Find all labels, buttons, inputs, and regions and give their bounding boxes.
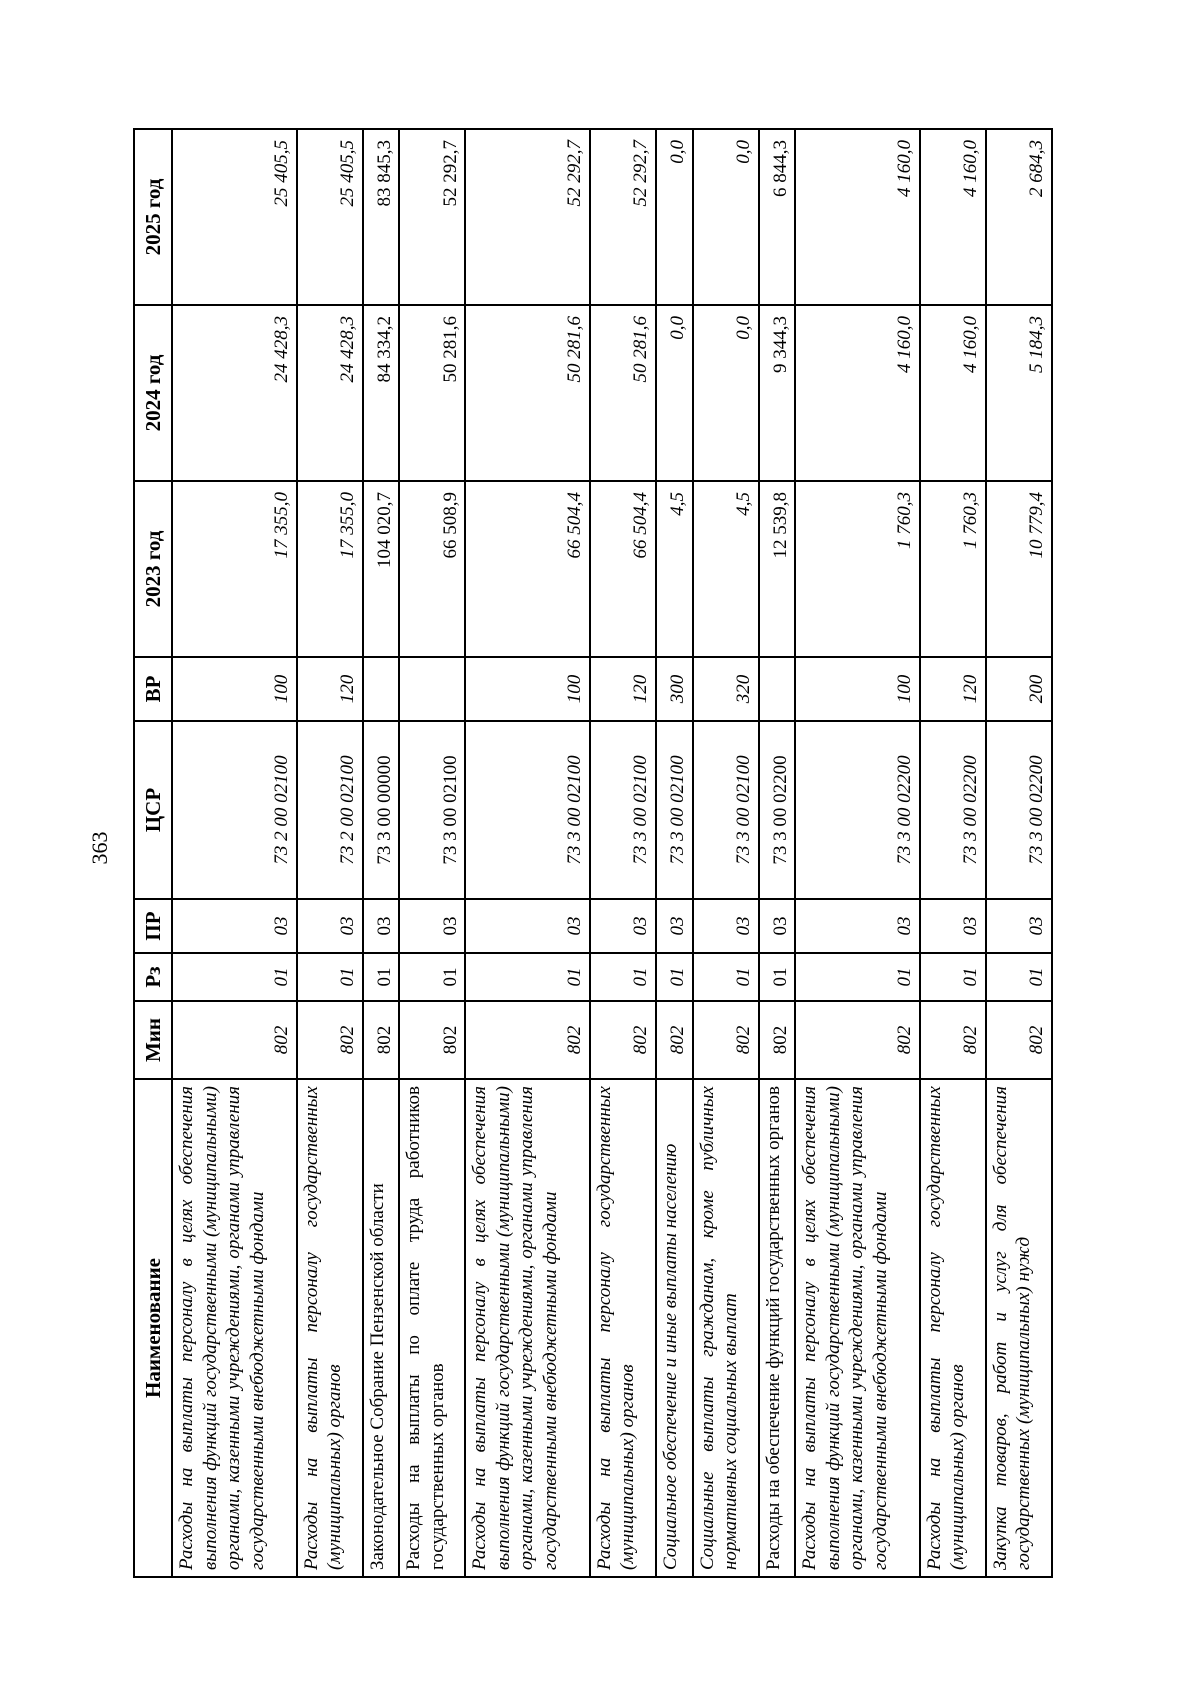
cell-name: Расходы на выплаты персоналу государственных (муниципальных) органов (297, 1079, 363, 1577)
cell-name: Расходы на выплаты персоналу в целях обеспечения выполнения функций государственными (муниципальными) органами, казенными учреждениями, органами управления государственными внебюджетными фондами (465, 1079, 590, 1577)
cell-pr: 03 (693, 899, 759, 953)
cell-csr: 73 3 00 02100 (656, 721, 693, 899)
cell-rz: 01 (399, 953, 465, 1001)
cell-2023: 4,5 (693, 481, 759, 657)
cell-2025: 52 292,7 (399, 129, 465, 305)
cell-vr: 120 (920, 657, 986, 721)
table-row (399, 129, 465, 1577)
cell-pr: 03 (399, 899, 465, 953)
cell-vr: 120 (590, 657, 656, 721)
header-vr: ВР (134, 657, 172, 721)
cell-2023: 4,5 (656, 481, 693, 657)
cell-2025: 83 845,3 (363, 129, 400, 305)
cell-rz: 01 (759, 953, 796, 1001)
cell-vr: 320 (693, 657, 759, 721)
cell-name: Расходы на обеспечение функций государственных органов (759, 1079, 796, 1577)
table-row (920, 129, 986, 1577)
cell-2024: 9 344,3 (759, 305, 796, 481)
cell-min: 802 (297, 1001, 363, 1079)
cell-2025: 2 684,3 (986, 129, 1052, 305)
cell-2023: 66 504,4 (465, 481, 590, 657)
cell-2025: 4 160,0 (920, 129, 986, 305)
table-row (465, 129, 590, 1577)
cell-2025: 52 292,7 (465, 129, 590, 305)
cell-vr: 100 (172, 657, 297, 721)
cell-pr: 03 (465, 899, 590, 953)
cell-2025: 25 405,5 (172, 129, 297, 305)
cell-csr: 73 3 00 02200 (759, 721, 796, 899)
cell-pr: 03 (656, 899, 693, 953)
cell-rz: 01 (693, 953, 759, 1001)
cell-2023: 1 760,3 (795, 481, 920, 657)
header-min: Мин (134, 1001, 172, 1079)
cell-csr: 73 3 00 02200 (920, 721, 986, 899)
cell-2023: 66 508,9 (399, 481, 465, 657)
cell-rz: 01 (986, 953, 1052, 1001)
header-2023: 2023 год (134, 481, 172, 657)
cell-name: Расходы на выплаты по оплате труда работников государственных органов (399, 1079, 465, 1577)
cell-min: 802 (590, 1001, 656, 1079)
cell-rz: 01 (920, 953, 986, 1001)
cell-min: 802 (986, 1001, 1052, 1079)
cell-vr: 100 (795, 657, 920, 721)
header-2024: 2024 год (134, 305, 172, 481)
table-row (693, 129, 759, 1577)
cell-vr: 120 (297, 657, 363, 721)
cell-csr: 73 3 00 02200 (986, 721, 1052, 899)
cell-name: Расходы на выплаты персоналу в целях обеспечения выполнения функций государственными (муниципальными) органами, казенными учреждениями, органами управления государственными внебюджетными фондами (172, 1079, 297, 1577)
header-rz: Рз (134, 953, 172, 1001)
cell-vr (399, 657, 465, 721)
cell-csr: 73 3 00 02100 (399, 721, 465, 899)
cell-csr: 73 3 00 02100 (693, 721, 759, 899)
cell-csr: 73 3 00 02100 (465, 721, 590, 899)
cell-2024: 84 334,2 (363, 305, 400, 481)
cell-2024: 24 428,3 (297, 305, 363, 481)
table-body (172, 129, 1052, 1577)
header-csr: ЦСР (134, 721, 172, 899)
cell-csr: 73 2 00 02100 (172, 721, 297, 899)
cell-2025: 25 405,5 (297, 129, 363, 305)
cell-min: 802 (759, 1001, 796, 1079)
table-row (759, 129, 796, 1577)
cell-pr: 03 (297, 899, 363, 953)
cell-csr: 73 3 00 02200 (795, 721, 920, 899)
cell-min: 802 (656, 1001, 693, 1079)
cell-rz: 01 (656, 953, 693, 1001)
cell-2025: 52 292,7 (590, 129, 656, 305)
cell-2024: 5 184,3 (986, 305, 1052, 481)
cell-pr: 03 (759, 899, 796, 953)
rotated-table-wrapper (133, 130, 1053, 1578)
cell-2024: 50 281,6 (590, 305, 656, 481)
cell-2023: 104 020,7 (363, 481, 400, 657)
table-row (656, 129, 693, 1577)
cell-min: 802 (795, 1001, 920, 1079)
cell-rz: 01 (590, 953, 656, 1001)
cell-rz: 01 (465, 953, 590, 1001)
cell-pr: 03 (363, 899, 400, 953)
cell-rz: 01 (172, 953, 297, 1001)
cell-2025: 0,0 (693, 129, 759, 305)
cell-rz: 01 (297, 953, 363, 1001)
cell-vr (363, 657, 400, 721)
cell-2023: 1 760,3 (920, 481, 986, 657)
cell-2024: 50 281,6 (465, 305, 590, 481)
cell-2023: 12 539,8 (759, 481, 796, 657)
header-2025: 2025 год (134, 129, 172, 305)
cell-csr: 73 2 00 02100 (297, 721, 363, 899)
cell-csr: 73 3 00 00000 (363, 721, 400, 899)
cell-rz: 01 (363, 953, 400, 1001)
cell-min: 802 (363, 1001, 400, 1079)
cell-2025: 4 160,0 (795, 129, 920, 305)
cell-name: Расходы на выплаты персоналу в целях обеспечения выполнения функций государственными (муниципальными) органами, казенными учреждениями, органами управления государственными внебюджетными фондами (795, 1079, 920, 1577)
cell-min: 802 (399, 1001, 465, 1079)
cell-2023: 17 355,0 (172, 481, 297, 657)
table-row (795, 129, 920, 1577)
cell-pr: 03 (920, 899, 986, 953)
cell-pr: 03 (172, 899, 297, 953)
cell-name: Расходы на выплаты персоналу государственных (муниципальных) органов (920, 1079, 986, 1577)
cell-2025: 0,0 (656, 129, 693, 305)
cell-csr: 73 3 00 02100 (590, 721, 656, 899)
page-number: 363 (87, 831, 112, 865)
cell-name: Социальные выплаты гражданам, кроме публичных нормативных социальных выплат (693, 1079, 759, 1577)
cell-2024: 4 160,0 (795, 305, 920, 481)
cell-name: Расходы на выплаты персоналу государственных (муниципальных) органов (590, 1079, 656, 1577)
cell-pr: 03 (986, 899, 1052, 953)
cell-min: 802 (693, 1001, 759, 1079)
table-row (297, 129, 363, 1577)
cell-vr: 300 (656, 657, 693, 721)
cell-2024: 0,0 (693, 305, 759, 481)
table-header-row (134, 129, 172, 1577)
cell-2023: 17 355,0 (297, 481, 363, 657)
cell-rz: 01 (795, 953, 920, 1001)
cell-2023: 66 504,4 (590, 481, 656, 657)
cell-2023: 10 779,4 (986, 481, 1052, 657)
cell-vr (759, 657, 796, 721)
table-row (986, 129, 1052, 1577)
table-row (172, 129, 297, 1577)
cell-name: Социальное обеспечение и иные выплаты населению (656, 1079, 693, 1577)
cell-2024: 24 428,3 (172, 305, 297, 481)
cell-vr: 100 (465, 657, 590, 721)
cell-min: 802 (465, 1001, 590, 1079)
cell-vr: 200 (986, 657, 1052, 721)
cell-pr: 03 (590, 899, 656, 953)
cell-2024: 50 281,6 (399, 305, 465, 481)
cell-2024: 4 160,0 (920, 305, 986, 481)
budget-table (133, 128, 1053, 1578)
table-row (363, 129, 400, 1577)
header-pr: ПР (134, 899, 172, 953)
cell-2024: 0,0 (656, 305, 693, 481)
cell-min: 802 (172, 1001, 297, 1079)
header-name: Наименование (134, 1079, 172, 1577)
cell-name: Закупка товаров, работ и услуг для обеспечения государственных (муниципальных) нужд (986, 1079, 1052, 1577)
cell-name: Законодательное Собрание Пензенской области (363, 1079, 400, 1577)
cell-min: 802 (920, 1001, 986, 1079)
table-row (590, 129, 656, 1577)
cell-2025: 6 844,3 (759, 129, 796, 305)
cell-pr: 03 (795, 899, 920, 953)
